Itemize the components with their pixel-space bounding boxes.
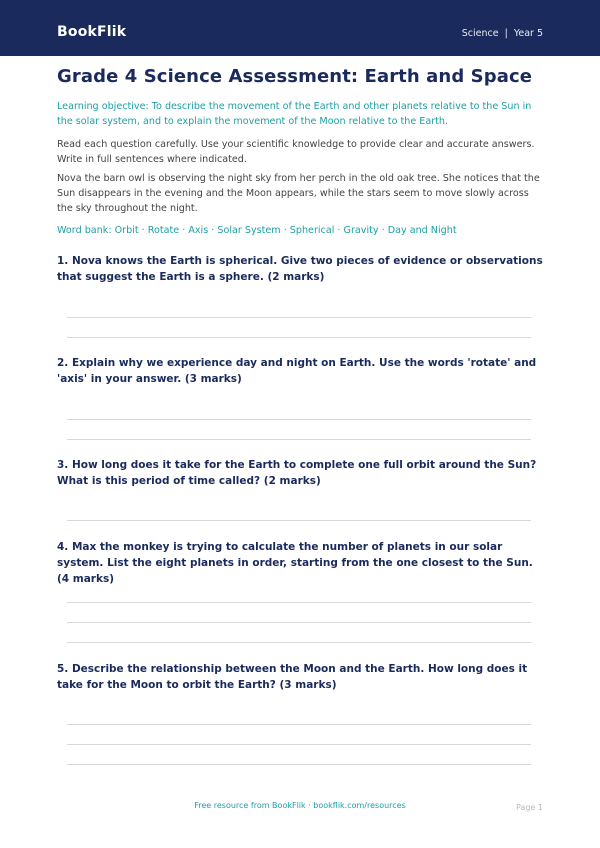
instructions: Read each question carefully. Use your scientific knowledge to provide clear and accurate answers. Write in full sentences where indicated. bbox=[57, 139, 535, 165]
scenario-text: Nova the barn owl is observing the night sky from her perch in the old oak tree. She notices that the Sun disappears in the evening and the Moon appears, while the stars seem to move slowly across the sky throughout the night. bbox=[57, 173, 540, 214]
page-header bbox=[0, 0, 600, 56]
page-number: Page 1 bbox=[516, 803, 543, 812]
learning-objective: Learning objective: To describe the movement of the Earth and other planets relative to the Sun in the solar system, and to explain the movement of the Moon relative to the Earth. bbox=[57, 101, 532, 127]
subject-year-label bbox=[462, 28, 543, 39]
question-5: 5. Describe the relationship between the Moon and the Earth. How long does it take for the Moon to orbit the Earth? (3 marks) bbox=[57, 663, 528, 691]
answer-line[interactable] bbox=[67, 520, 531, 521]
brand-logo[interactable]: BookFlik bbox=[57, 24, 127, 40]
footer-resource-link[interactable]: Free resource from BookFlik · bookflik.com/resources bbox=[194, 801, 406, 810]
answer-line[interactable] bbox=[67, 622, 531, 623]
answer-line[interactable] bbox=[67, 439, 531, 440]
question-1: 1. Nova knows the Earth is spherical. Give two pieces of evidence or observations that suggest the Earth is a sphere. (2 marks) bbox=[57, 255, 543, 283]
answer-line[interactable] bbox=[67, 337, 531, 338]
question-4: 4. Max the monkey is trying to calculate the number of planets in our solar system. List the eight planets in order, starting from the one closest to the Sun. (4 marks) bbox=[57, 541, 533, 585]
question-2: 2. Explain why we experience day and night on Earth. Use the words 'rotate' and 'axis' in your answer. (3 marks) bbox=[57, 357, 537, 385]
answer-line[interactable] bbox=[67, 642, 531, 643]
answer-line[interactable] bbox=[67, 764, 531, 765]
answer-line[interactable] bbox=[67, 419, 531, 420]
question-3: 3. How long does it take for the Earth to complete one full orbit around the Sun? What is this period of time called? (2 marks) bbox=[57, 459, 537, 487]
page-title: Grade 4 Science Assessment: Earth and Space bbox=[57, 66, 533, 87]
word-bank: Word bank: Orbit · Rotate · Axis · Solar System · Spherical · Gravity · Day and Night bbox=[57, 225, 457, 236]
answer-line[interactable] bbox=[67, 744, 531, 745]
answer-line[interactable] bbox=[67, 602, 531, 603]
year-label: Year 5 bbox=[513, 28, 543, 39]
answer-line[interactable] bbox=[67, 317, 531, 318]
subject-label: Science bbox=[461, 28, 499, 39]
answer-line[interactable] bbox=[67, 724, 531, 725]
separator: | bbox=[504, 28, 508, 39]
